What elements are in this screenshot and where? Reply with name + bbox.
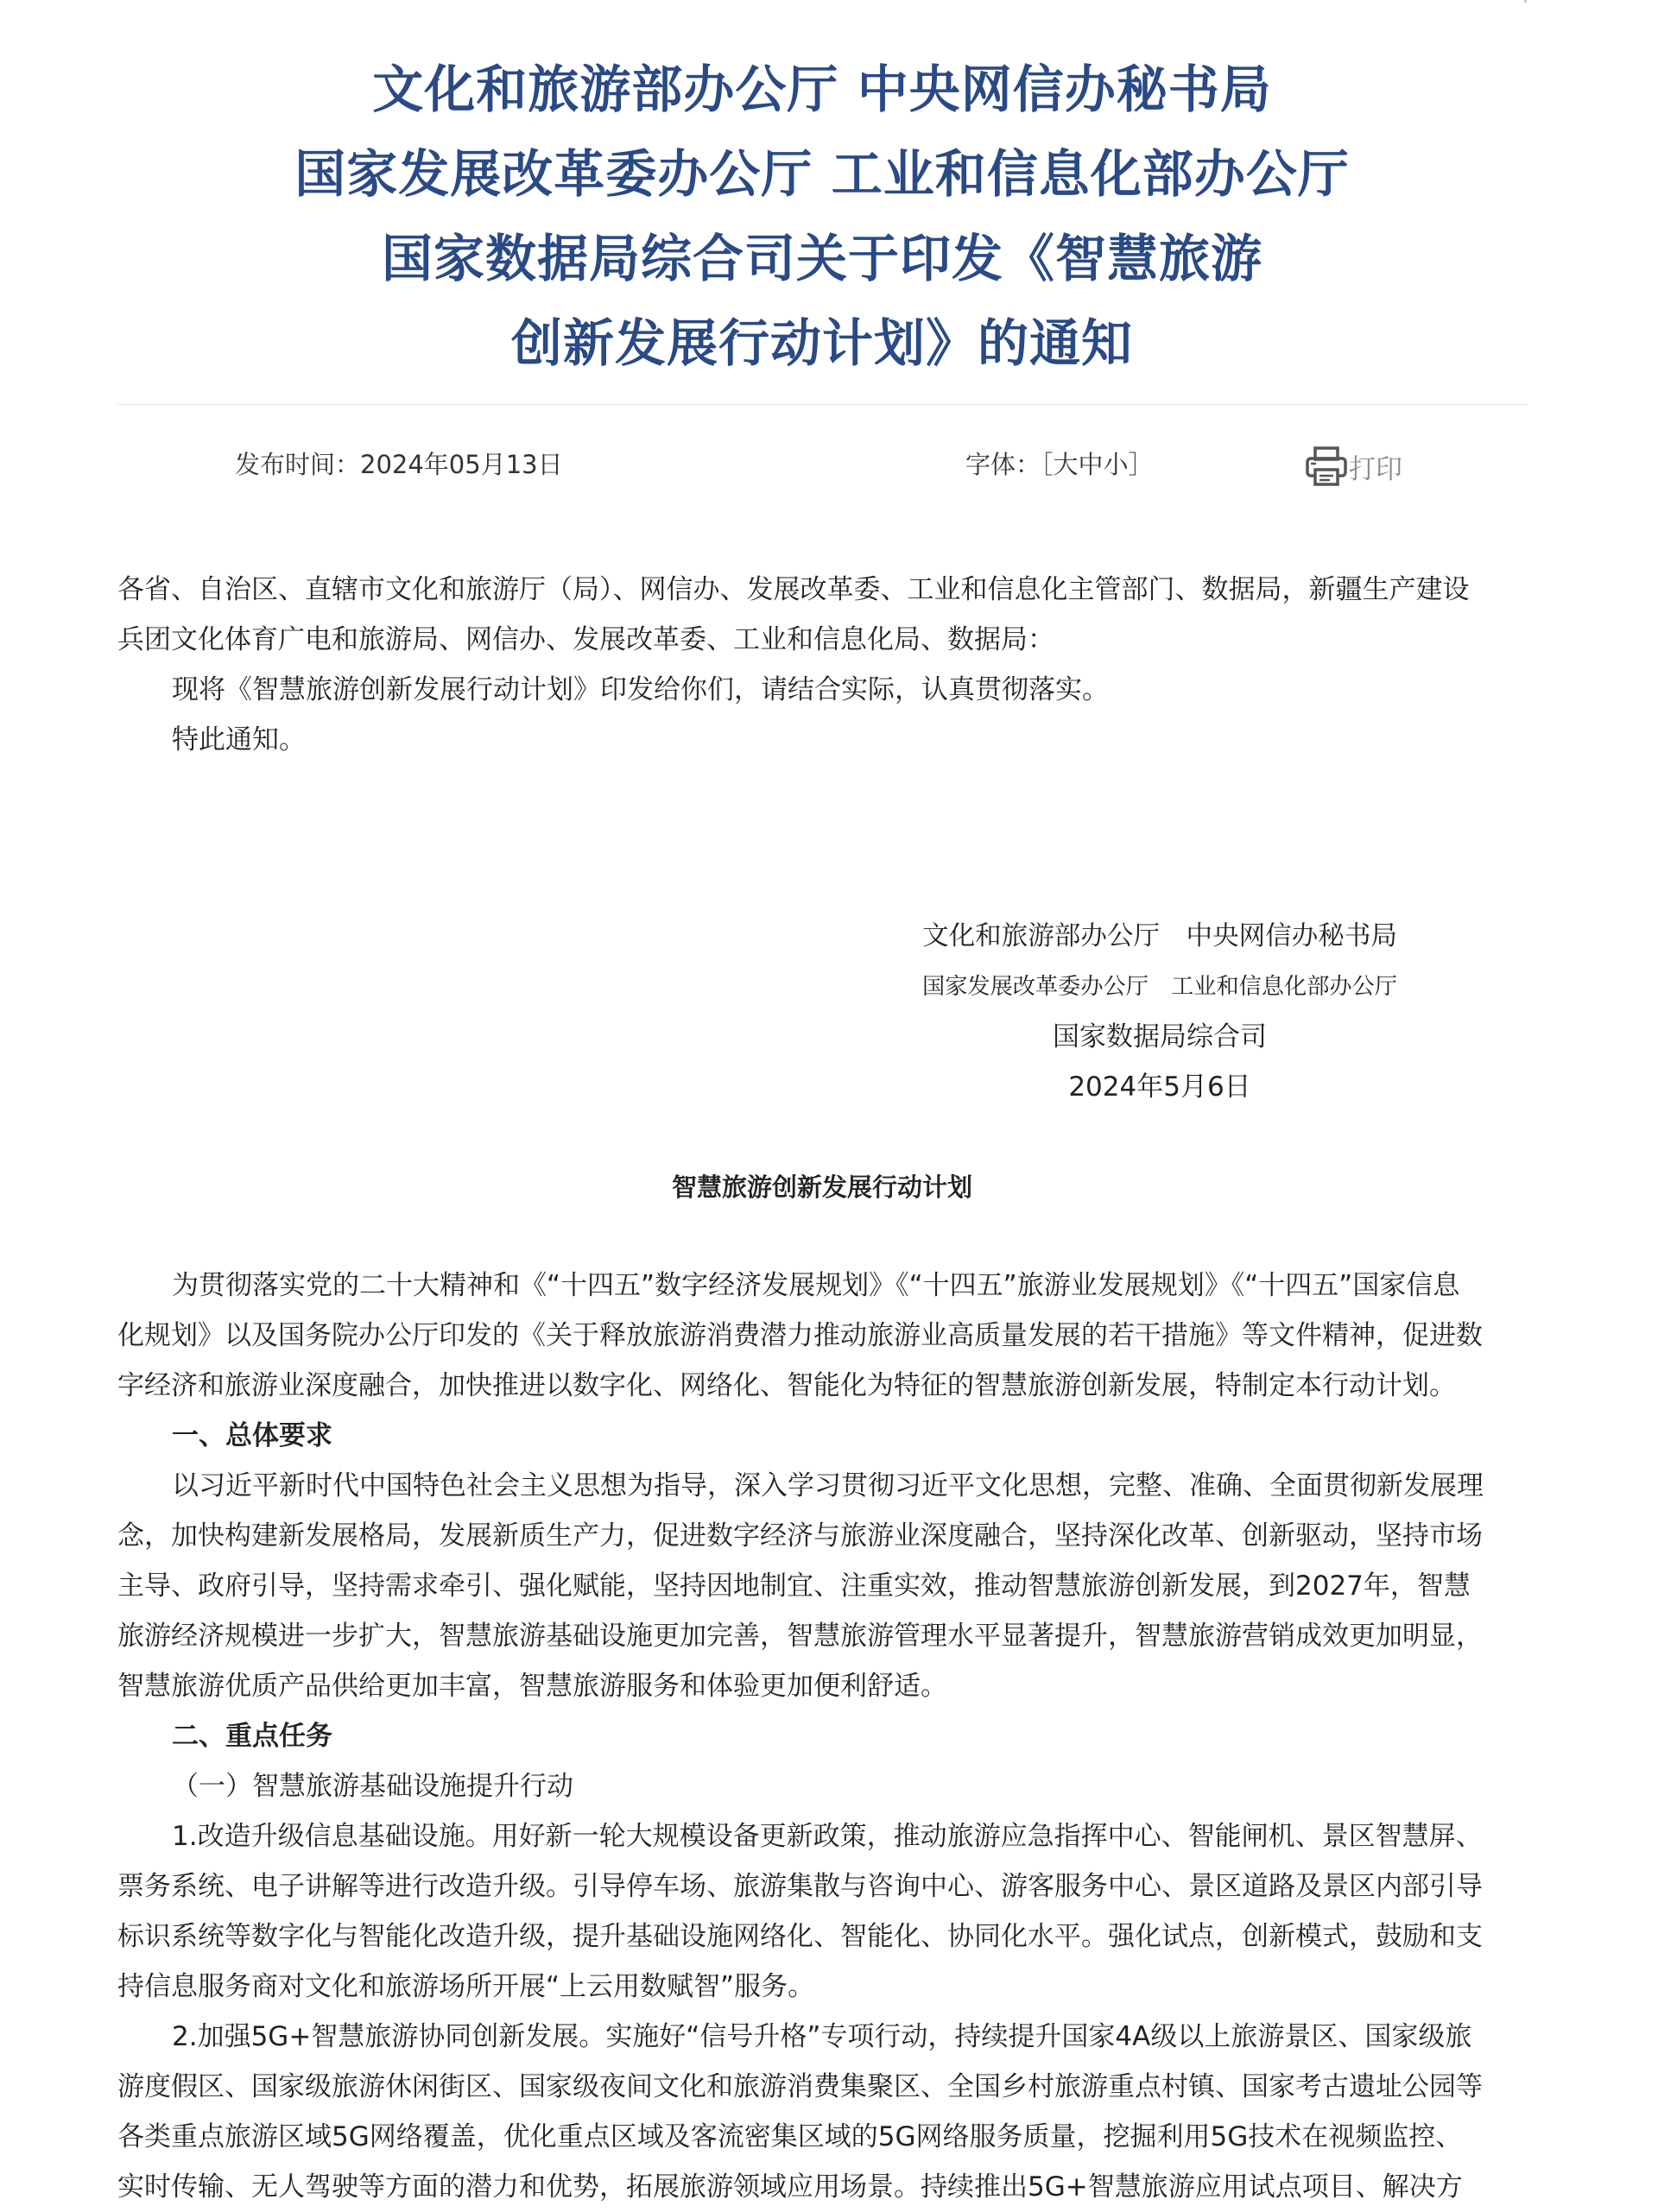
- item1-line-3: 标识系统等数字化与智能化改造升级，提升基础设施网络化、智能化、协同化水平。强化试点，创新模式，鼓励和支: [117, 1921, 1483, 1952]
- font-size-small-link[interactable]: 小: [1103, 450, 1129, 479]
- title-line-4: 创新发展行动计划》的通知: [510, 313, 1133, 373]
- title-divider: [117, 404, 1527, 405]
- intro-line-2: 化规划》以及国务院办公厅印发的《关于释放旅游消费潜力推动旅游业高质量发展的若干措施》等文件精神，促进数: [117, 1320, 1483, 1351]
- section1-line-4: 旅游经济规模进一步扩大，智慧旅游基础设施更加完善，智慧旅游管理水平显著提升，智慧旅游营销成效更加明显，: [117, 1621, 1483, 1652]
- font-size-label: 字体：: [965, 450, 1041, 479]
- publish-date: 发布时间：2024年05月13日: [235, 450, 563, 479]
- print-label: 打印: [1349, 453, 1402, 485]
- section1-line-1: 以习近平新时代中国特色社会主义思想为指导，深入学习贯彻习近平文化思想，完整、准确、全面贯彻新发展理: [172, 1470, 1484, 1501]
- item1-line-1: 1.改造升级信息基础设施。用好新一轮大规模设备更新政策，推动旅游应急指挥中心、智能闸机、景区智慧屏、: [172, 1821, 1483, 1852]
- item2-line-4: 实时传输、无人驾驶等方面的潜力和优势，拓展旅游领域应用场景。持续推出5G+智慧旅游应用试点项目、解决方: [117, 2171, 1463, 2203]
- section-heading-overall: 一、总体要求: [172, 1420, 332, 1451]
- font-size-medium-link[interactable]: 中: [1078, 450, 1104, 479]
- signature-block: [922, 912, 1397, 1112]
- corner-mark: [1524, 0, 1527, 3]
- plan-body: [117, 1261, 1527, 2212]
- document-title: [117, 47, 1527, 386]
- title-line-1: 文化和旅游部办公厅 中央网信办秘书局: [372, 60, 1272, 119]
- intro-line-3: 字经济和旅游业深度融合，加快推进以数字化、网络化、智能化为特征的智慧旅游创新发展，特制定本行动计划。: [117, 1370, 1456, 1401]
- section-heading-tasks: 二、重点任务: [172, 1721, 332, 1752]
- item1-line-4: 持信息服务商对文化和旅游场所开展“上云用数赋智”服务。: [117, 1971, 815, 2002]
- plan-title: 智慧旅游创新发展行动计划: [671, 1172, 972, 1202]
- font-bracket-close: ］: [1128, 450, 1154, 479]
- subsection-heading-infrastructure: （一）智慧旅游基础设施提升行动: [172, 1771, 573, 1802]
- document-page: [117, 0, 1527, 2207]
- print-button[interactable]: [1304, 442, 1402, 490]
- signatory-line-2: 国家发展改革委办公厅 工业和信息化部办公厅: [922, 974, 1397, 1000]
- title-line-3: 国家数据局综合司关于印发《智慧旅游: [381, 229, 1262, 288]
- recipients-line-1: 各省、自治区、直辖市文化和旅游厅（局）、网信办、发展改革委、工业和信息化主管部门、数据局，新疆生产建设: [117, 574, 1470, 605]
- section1-line-2: 念，加快构建新发展格局，发展新质生产力，促进数字经济与旅游业深度融合，坚持深化改革、创新驱动，坚持市场: [117, 1520, 1483, 1552]
- font-bracket-open: ［: [1041, 450, 1054, 479]
- printer-icon: [1304, 444, 1349, 489]
- intro-line-1: 为贯彻落实党的二十大精神和《“十四五”数字经济发展规划》《“十四五”旅游业发展规划》《“十四五”国家信息: [172, 1270, 1460, 1301]
- font-size-selector: [965, 446, 1154, 483]
- title-line-2: 国家发展改革委办公厅 工业和信息化部办公厅: [294, 144, 1350, 204]
- signatory-line-1: 文化和旅游部办公厅 中央网信办秘书局: [922, 921, 1397, 951]
- item2-line-1: 2.加强5G+智慧旅游协同创新发展。实施好“信号升格”专项行动，持续提升国家4A级以上旅游景区、国家级旅: [172, 2021, 1472, 2052]
- signature-date: 2024年5月6日: [1068, 1071, 1251, 1103]
- notice-paragraph: 现将《智慧旅游创新发展行动计划》印发给你们，请结合实际，认真贯彻落实。: [172, 674, 1109, 705]
- recipients-line-2: 兵团文化体育广电和旅游局、网信办、发展改革委、工业和信息化局、数据局：: [117, 624, 1054, 655]
- signatory-line-3: 国家数据局综合司: [1053, 1021, 1267, 1052]
- section1-line-3: 主导、政府引导，坚持需求牵引、强化赋能，坚持因地制宜、注重实效，推动智慧旅游创新发展，到2027年，智慧: [117, 1571, 1471, 1602]
- item2-line-2: 游度假区、国家级旅游休闲街区、国家级夜间文化和旅游消费集聚区、全国乡村旅游重点村镇、国家考古遗址公园等: [117, 2071, 1483, 2102]
- item1-line-2: 票务系统、电子讲解等进行改造升级。引导停车场、旅游集散与咨询中心、游客服务中心、景区道路及景区内部引导: [117, 1871, 1483, 1902]
- section1-line-5: 智慧旅游优质产品供给更加丰富，智慧旅游服务和体验更加便利舒适。: [117, 1671, 947, 1702]
- font-size-large-link[interactable]: 大: [1053, 450, 1079, 479]
- closing-paragraph: 特此通知。: [172, 724, 306, 755]
- item2-line-3: 各类重点旅游区域5G网络覆盖，优化重点区域及客流密集区域的5G网络服务质量，挖掘利用5G技术在视频监控、: [117, 2121, 1463, 2152]
- notice-body: [117, 565, 1527, 765]
